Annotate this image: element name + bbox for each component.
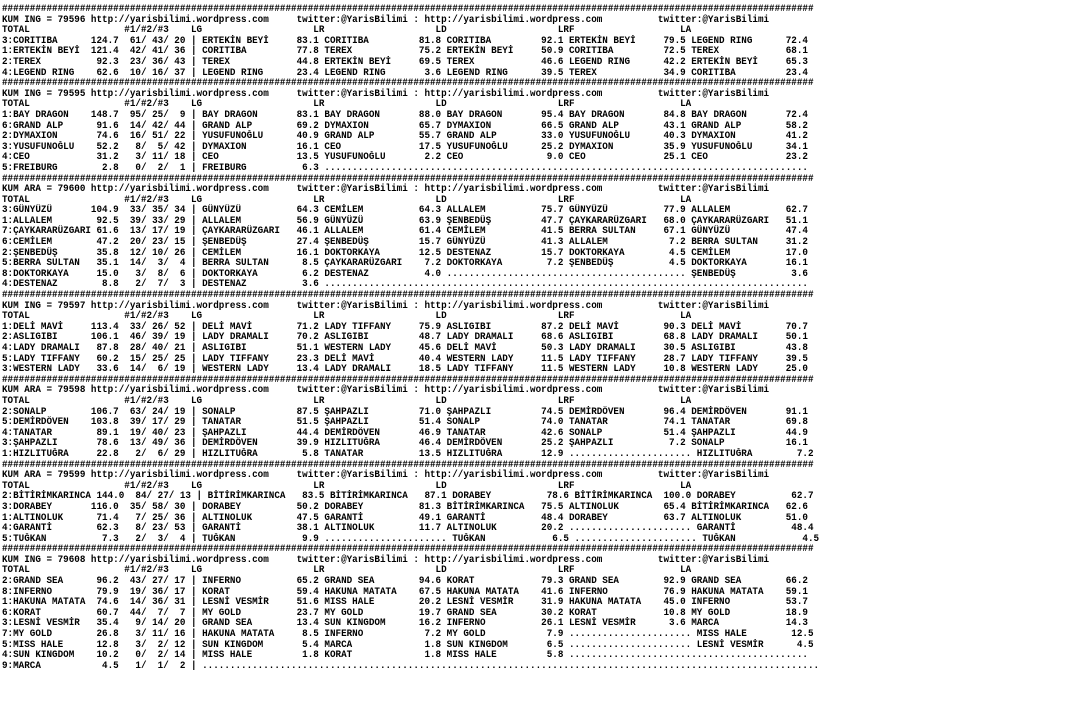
- result-line: 1:ALLALEM 92.5 39/ 33/ 29 | ALLALEM 56.9 GÜNYÜZÜ 63.9 ŞENBEDÜŞ 47.7 ÇAYKARARÜZGARI 68.0 ÇAYKARARÜZGARI 51.1: [2, 214, 808, 226]
- separator-line: ##################################################################################################################################################: [2, 172, 814, 184]
- result-line: 7:MY GOLD 26.8 3/ 11/ 16 | HAKUNA MATATA 8.5 INFERNO 7.2 MY GOLD 7.9 ...................... MISS HALE 12.5: [2, 628, 814, 640]
- result-line: 5:BERRA SULTAN 35.1 14/ 3/ 4 | BERRA SULTAN 8.5 ÇAYKARARÜZGARI 7.2 DOKTORKAYA 7.2 ŞENBEDÜŞ 4.5 DOKTORKAYA 16.1: [2, 257, 808, 269]
- race-header-line: KUM ING = 79595 http://yarisbilimi.wordpress.com twitter:@YarisBilimi : http://yarisbilimi.wordpress.com twitter:@YarisBilimi: [2, 87, 770, 99]
- column-header-line: TOTAL #1/#2/#3 LG LR LD LRF LA: [2, 479, 692, 491]
- race-header-line: KUM ARA = 79598 http://yarisbilimi.wordpress.com twitter:@YarisBilimi : http://yarisbilimi.wordpress.com twitter:@YarisBilimi: [2, 384, 770, 396]
- result-line: 2:TEREX 92.3 23/ 36/ 43 | TEREX 44.8 ERTEKİN BEYİ 69.5 TEREX 46.6 LEGEND RING 42.2 ERTEKİN BEYİ 65.3: [2, 55, 808, 67]
- result-line: 8:INFERNO 79.9 19/ 36/ 17 | KORAT 59.4 HAKUNA MATATA 67.5 HAKUNA MATATA 41.6 INFERNO 76.9 HAKUNA MATATA 59.1: [2, 585, 808, 597]
- result-line: 5:LADY TIFFANY 60.2 15/ 25/ 25 | LADY TIFFANY 23.3 DELİ MAVİ 40.4 WESTERN LADY 11.5 LADY TIFFANY 28.7 LADY TIFFANY 39.5: [2, 352, 808, 364]
- column-header-line: TOTAL #1/#2/#3 LG LR LD LRF LA: [2, 24, 692, 36]
- result-line: 2:ASLIGIBI 106.1 46/ 39/ 19 | LADY DRAMALI 70.2 ASLIGIBI 48.7 LADY DRAMALI 68.6 ASLIGIBI 68.8 LADY DRAMALI 50.1: [2, 331, 808, 343]
- result-line: 2:DYMAXION 74.6 16/ 51/ 22 | YUSUFUNOĞLU 40.9 GRAND ALP 55.7 GRAND ALP 33.0 YUSUFUNOĞLU 40.3 DYMAXION 41.2: [2, 130, 808, 142]
- result-line: 4:SUN KINGDOM 10.2 0/ 2/ 14 | MISS HALE 1.8 KORAT 1.8 MISS HALE 5.8 ...........................................: [2, 649, 808, 661]
- result-line: 3:ŞAHPAZLI 78.6 13/ 49/ 36 | DEMİRDÖVEN 39.9 HIZLITUĞRA 46.4 DEMİRDÖVEN 25.2 ŞAHPAZLI 7.2 SONALP 16.1: [2, 437, 808, 449]
- column-header-line: TOTAL #1/#2/#3 LG LR LD LRF LA: [2, 98, 692, 110]
- separator-line: ##################################################################################################################################################: [2, 373, 814, 385]
- result-line: 4:LEGEND RING 62.6 10/ 16/ 37 | LEGEND RING 23.4 LEGEND RING 3.6 LEGEND RING 39.5 TEREX 34.9 CORITIBA 23.4: [2, 66, 808, 78]
- result-line: 1:ALTINOLUK 71.4 7/ 25/ 36 | ALTINOLUK 47.5 GARANTİ 49.1 GARANTİ 48.4 DORABEY 63.7 ALTINOLUK 51.0: [2, 511, 808, 523]
- result-line: 8:DOKTORKAYA 15.0 3/ 8/ 6 | DOKTORKAYA 6.2 DESTENAZ 4.0 ........................................... ŞENBEDÜŞ 3.6: [2, 267, 808, 279]
- race-header-line: KUM ING = 79597 http://yarisbilimi.wordpress.com twitter:@YarisBilimi : http://yarisbilimi.wordpress.com twitter:@YarisBilimi: [2, 299, 770, 311]
- result-line: 2:ŞENBEDÜŞ 35.8 12/ 10/ 26 | CEMİLEM 16.1 DOKTORKAYA 12.5 DESTENAZ 15.7 DOKTORKAYA 4.5 CEMİLEM 17.0: [2, 246, 808, 258]
- column-header-line: TOTAL #1/#2/#3 LG LR LD LRF LA: [2, 310, 692, 322]
- race-results-document: [2, 4, 1075, 710]
- race-header-line: KUM ING = 79596 http://yarisbilimi.wordpress.com twitter:@YarisBilimi : http://yarisbilimi.wordpress.com twitter:@YarisBilimi: [2, 13, 770, 25]
- result-line: 4:DESTENAZ 8.8 2/ 7/ 3 | DESTENAZ 3.6 .......................................................................................: [2, 278, 808, 290]
- separator-line: ##################################################################################################################################################: [2, 77, 814, 89]
- result-line: 2:GRAND SEA 96.2 43/ 27/ 17 | INFERNO 65.2 GRAND SEA 94.6 KORAT 79.3 GRAND SEA 92.9 GRAND SEA 66.2: [2, 575, 808, 587]
- separator-line: ##################################################################################################################################################: [2, 543, 814, 555]
- result-line: 1:ERTEKİN BEYİ 121.4 42/ 41/ 36 | CORITIBA 77.8 TEREX 75.2 ERTEKİN BEYİ 50.9 CORITIBA 72.5 TEREX 68.1: [2, 45, 808, 57]
- result-line: 2:BİTİRİMKARINCA 144.0 84/ 27/ 13 | BİTİRİMKARINCA 83.5 BİTİRİMKARINCA 87.1 DORABEY 78.6 BİTİRİMKARINCA 100.0 DORABEY 62.7: [2, 490, 814, 502]
- result-line: 3:LESNİ VESMİR 35.4 9/ 14/ 20 | GRAND SEA 13.4 SUN KINGDOM 16.2 INFERNO 26.1 LESNİ VESMİR 3.6 MARCA 14.3: [2, 617, 808, 629]
- result-line: 2:SONALP 106.7 63/ 24/ 19 | SONALP 87.5 ŞAHPAZLI 71.0 ŞAHPAZLI 74.5 DEMİRDÖVEN 96.4 DEMİRDÖVEN 91.1: [2, 405, 808, 417]
- result-line: 5:DEMİRDÖVEN 103.8 39/ 17/ 29 | TANATAR 51.5 ŞAHPAZLI 51.4 SONALP 74.0 TANATAR 74.1 TANATAR 69.8: [2, 416, 808, 428]
- result-line: 3:DORABEY 116.0 35/ 58/ 30 | DORABEY 50.2 DORABEY 81.3 BİTİRİMKARINCA 75.5 ALTINOLUK 65.4 BİTİRİMKARINCA 62.6: [2, 500, 808, 512]
- result-line: 1:DELİ MAVİ 113.4 33/ 26/ 52 | DELİ MAVİ 71.2 LADY TIFFANY 75.9 ASLIGIBI 87.2 DELİ MAVİ 90.3 DELİ MAVİ 70.7: [2, 320, 808, 332]
- result-line: 3:GÜNYÜZÜ 104.9 33/ 35/ 34 | GÜNYÜZÜ 64.3 CEMİLEM 64.3 ALLALEM 75.7 GÜNYÜZÜ 77.9 ALLALEM 62.7: [2, 204, 808, 216]
- column-header-line: TOTAL #1/#2/#3 LG LR LD LRF LA: [2, 193, 692, 205]
- result-line: 9:MARCA 4.5 1/ 1/ 2 | ...............................................................................................................: [2, 659, 820, 671]
- result-line: 5:MISS HALE 12.8 3/ 2/ 12 | SUN KINGDOM 5.4 MARCA 1.8 SUN KINGDOM 6.5 ...................... LESNİ VESMİR 4.5: [2, 638, 814, 650]
- race-header-line: KUM ING = 79608 http://yarisbilimi.wordpress.com twitter:@YarisBilimi : http://yarisbilimi.wordpress.com twitter:@YarisBilimi: [2, 553, 770, 565]
- race-header-line: KUM ARA = 79599 http://yarisbilimi.wordpress.com twitter:@YarisBilimi : http://yarisbilimi.wordpress.com twitter:@YarisBilimi: [2, 469, 770, 481]
- result-line: 3:YUSUFUNOĞLU 52.2 8/ 5/ 42 | DYMAXION 16.1 CEO 17.5 YUSUFUNOĞLU 25.2 DYMAXION 35.9 YUSUFUNOĞLU 34.1: [2, 140, 808, 152]
- column-header-line: TOTAL #1/#2/#3 LG LR LD LRF LA: [2, 394, 692, 406]
- result-line: 6:GRAND ALP 91.6 14/ 42/ 44 | GRAND ALP 69.2 DYMAXION 65.7 DYMAXION 66.5 GRAND ALP 43.1 GRAND ALP 58.2: [2, 119, 808, 131]
- separator-line: ##################################################################################################################################################: [2, 289, 814, 301]
- race-header-line: KUM ARA = 79600 http://yarisbilimi.wordpress.com twitter:@YarisBilimi : http://yarisbilimi.wordpress.com twitter:@YarisBilimi: [2, 183, 770, 195]
- result-line: 4:TANATAR 89.1 19/ 40/ 23 | ŞAHPAZLI 44.4 DEMİRDÖVEN 46.9 TANATAR 42.6 SONALP 51.4 ŞAHPAZLI 44.9: [2, 426, 808, 438]
- column-header-line: TOTAL #1/#2/#3 LG LR LD LRF LA: [2, 564, 692, 576]
- result-line: 1:BAY DRAGON 148.7 95/ 25/ 9 | BAY DRAGON 83.1 BAY DRAGON 88.0 BAY DRAGON 95.4 BAY DRAGON 84.8 BAY DRAGON 72.4: [2, 108, 808, 120]
- result-line: 5:TUĞKAN 7.3 2/ 3/ 4 | TUĞKAN 9.9 ...................... TUĞKAN 6.5 ...................... TUĞKAN 4.5: [2, 532, 820, 544]
- result-line: 3:WESTERN LADY 33.6 14/ 6/ 19 | WESTERN LADY 13.4 LADY DRAMALI 18.5 LADY TIFFANY 11.5 WESTERN LADY 10.8 WESTERN LADY 25.0: [2, 363, 808, 375]
- result-line: 1:HAKUNA MATATA 74.6 14/ 36/ 31 | LESNİ VESMİR 51.6 MISS HALE 20.2 LESNİ VESMİR 31.9 HAKUNA MATATA 45.0 INFERNO 53.7: [2, 596, 808, 608]
- result-line: 4:LADY DRAMALI 87.8 28/ 40/ 21 | ASLIGIBI 51.1 WESTERN LADY 45.6 DELİ MAVİ 50.3 LADY DRAMALI 30.5 ASLIGIBI 43.8: [2, 342, 808, 353]
- result-line: 7:ÇAYKARARÜZGARI 61.6 13/ 17/ 19 | ÇAYKARARÜZGARI 46.1 ALLALEM 61.4 CEMİLEM 41.5 BERRA SULTAN 67.1 GÜNYÜZÜ 47.4: [2, 225, 808, 237]
- separator-line: ##################################################################################################################################################: [2, 4, 814, 14]
- result-line: 5:FREIBURG 2.8 0/ 2/ 1 | FREIBURG 6.3 .......................................................................................: [2, 161, 808, 173]
- result-line: 1:HIZLITUĞRA 22.8 2/ 6/ 29 | HIZLITUĞRA 5.8 TANATAR 13.5 HIZLITUĞRA 12.9 ...................... HIZLITUĞRA 7.2: [2, 447, 814, 459]
- result-line: 4:GARANTİ 62.3 8/ 23/ 53 | GARANTİ 38.1 ALTINOLUK 11.7 ALTINOLUK 20.2 ...................... GARANTİ 48.4: [2, 522, 814, 534]
- result-line: 6:KORAT 60.7 44/ 7/ 7 | MY GOLD 23.7 MY GOLD 19.7 GRAND SEA 30.2 KORAT 10.8 MY GOLD 18.9: [2, 606, 808, 618]
- result-line: 4:CEO 31.2 3/ 11/ 18 | CEO 13.5 YUSUFUNOĞLU 2.2 CEO 9.0 CEO 25.1 CEO 23.2: [2, 151, 808, 163]
- result-line: 3:CORITIBA 124.7 61/ 43/ 20 | ERTEKİN BEYİ 83.1 CORITIBA 81.8 CORITIBA 92.1 ERTEKİN BEYİ 79.5 LEGEND RING 72.4: [2, 34, 808, 46]
- separator-line: ##################################################################################################################################################: [2, 458, 814, 470]
- result-line: 6:CEMİLEM 47.2 20/ 23/ 15 | ŞENBEDÜŞ 27.4 ŞENBEDÜŞ 15.7 GÜNYÜZÜ 41.3 ALLALEM 7.2 BERRA SULTAN 31.2: [2, 236, 808, 248]
